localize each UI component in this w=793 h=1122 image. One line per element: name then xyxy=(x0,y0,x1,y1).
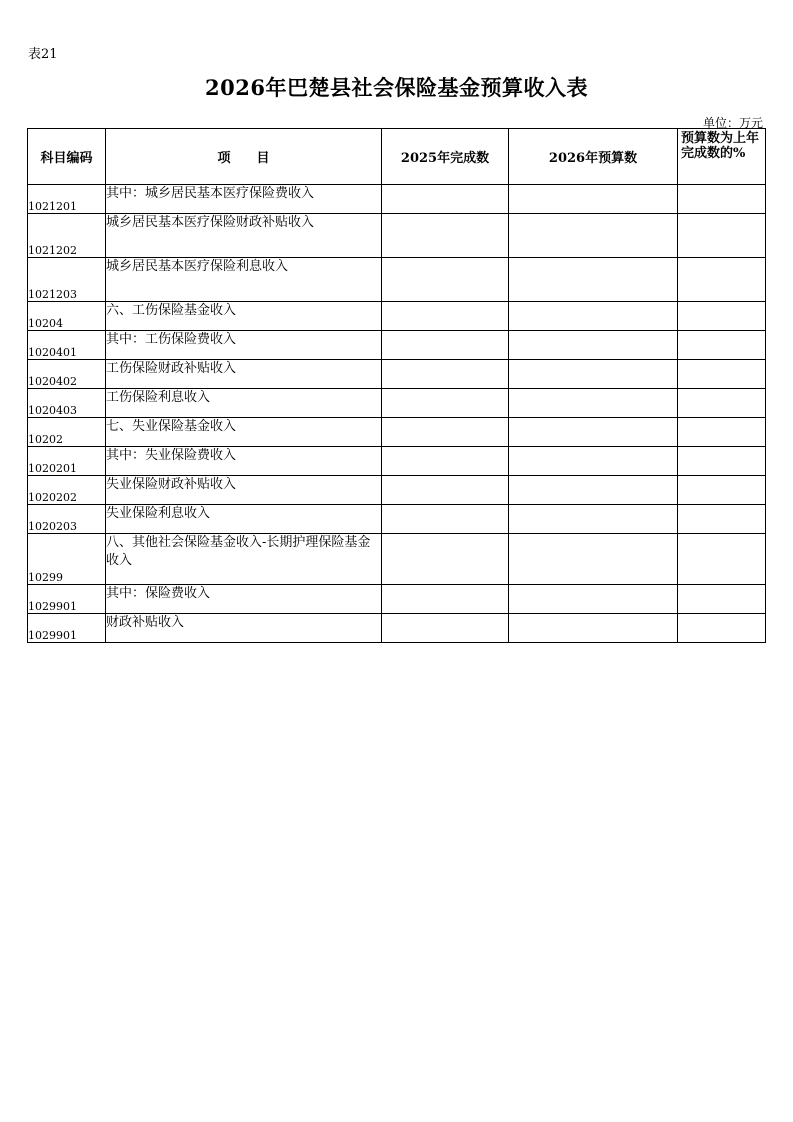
header-budget-2026: 2026年预算数 xyxy=(509,129,678,185)
row-budget-2026 xyxy=(509,389,678,418)
table-row xyxy=(28,614,766,643)
row-completed-2025 xyxy=(382,389,509,418)
row-code: 1029901 xyxy=(28,585,106,614)
page-title: 2026年巴楚县社会保险基金预算收入表 xyxy=(205,75,588,100)
row-budget-2026 xyxy=(509,534,678,585)
row-completed-2025 xyxy=(382,214,509,258)
row-code: 1020202 xyxy=(28,476,106,505)
row-budget-2026 xyxy=(509,447,678,476)
row-code: 10204 xyxy=(28,302,106,331)
row-code: 1020403 xyxy=(28,389,106,418)
table-row xyxy=(28,505,766,534)
header-code: 科目编码 xyxy=(28,129,106,185)
row-completed-2025 xyxy=(382,534,509,585)
row-item: 其中：工伤保险费收入 xyxy=(106,331,382,360)
row-item: 其中：保险费收入 xyxy=(106,585,382,614)
table-row xyxy=(28,258,766,302)
row-budget-2026 xyxy=(509,214,678,258)
table-header-row xyxy=(28,129,766,185)
row-completed-2025 xyxy=(382,447,509,476)
row-code: 1020201 xyxy=(28,447,106,476)
row-ratio xyxy=(678,505,766,534)
row-code: 10202 xyxy=(28,418,106,447)
row-ratio xyxy=(678,258,766,302)
row-item: 其中：城乡居民基本医疗保险费收入 xyxy=(106,185,382,214)
row-ratio xyxy=(678,214,766,258)
row-item: 其中：失业保险费收入 xyxy=(106,447,382,476)
row-code: 1020203 xyxy=(28,505,106,534)
header-completed-2025: 2025年完成数 xyxy=(382,129,509,185)
row-budget-2026 xyxy=(509,302,678,331)
row-ratio xyxy=(678,185,766,214)
table-row xyxy=(28,534,766,585)
table-row xyxy=(28,585,766,614)
row-code: 1021203 xyxy=(28,258,106,302)
row-ratio xyxy=(678,476,766,505)
row-item: 财政补贴收入 xyxy=(106,614,382,643)
row-completed-2025 xyxy=(382,258,509,302)
row-ratio xyxy=(678,360,766,389)
row-code: 10299 xyxy=(28,534,106,585)
row-ratio xyxy=(678,614,766,643)
row-completed-2025 xyxy=(382,185,509,214)
row-ratio xyxy=(678,418,766,447)
row-ratio xyxy=(678,585,766,614)
row-budget-2026 xyxy=(509,614,678,643)
row-code: 1029901 xyxy=(28,614,106,643)
row-completed-2025 xyxy=(382,360,509,389)
row-item: 八、其他社会保险基金收入-长期护理保险基金收入 xyxy=(106,534,382,585)
row-budget-2026 xyxy=(509,476,678,505)
row-completed-2025 xyxy=(382,476,509,505)
row-budget-2026 xyxy=(509,418,678,447)
table-row xyxy=(28,476,766,505)
row-completed-2025 xyxy=(382,505,509,534)
row-item: 城乡居民基本医疗保险利息收入 xyxy=(106,258,382,302)
row-code: 1021201 xyxy=(28,185,106,214)
row-ratio xyxy=(678,534,766,585)
row-item: 工伤保险财政补贴收入 xyxy=(106,360,382,389)
table-row xyxy=(28,389,766,418)
row-ratio xyxy=(678,331,766,360)
table-row xyxy=(28,214,766,258)
row-code: 1021202 xyxy=(28,214,106,258)
row-code: 1020401 xyxy=(28,331,106,360)
row-budget-2026 xyxy=(509,185,678,214)
table-row xyxy=(28,418,766,447)
row-budget-2026 xyxy=(509,505,678,534)
row-completed-2025 xyxy=(382,302,509,331)
table-row xyxy=(28,447,766,476)
row-completed-2025 xyxy=(382,614,509,643)
table-row xyxy=(28,360,766,389)
row-budget-2026 xyxy=(509,360,678,389)
row-item: 六、工伤保险基金收入 xyxy=(106,302,382,331)
table-row xyxy=(28,331,766,360)
row-item: 工伤保险利息收入 xyxy=(106,389,382,418)
row-item: 失业保险财政补贴收入 xyxy=(106,476,382,505)
row-completed-2025 xyxy=(382,418,509,447)
unit-label: 单位：万元 xyxy=(702,116,763,130)
row-ratio xyxy=(678,389,766,418)
table-number: 表21 xyxy=(28,47,58,62)
row-completed-2025 xyxy=(382,331,509,360)
table-row xyxy=(28,185,766,214)
table-row xyxy=(28,302,766,331)
budget-table xyxy=(27,128,766,643)
row-completed-2025 xyxy=(382,585,509,614)
row-item: 七、失业保险基金收入 xyxy=(106,418,382,447)
row-ratio xyxy=(678,302,766,331)
row-budget-2026 xyxy=(509,585,678,614)
header-item: 项 目 xyxy=(106,129,382,185)
row-code: 1020402 xyxy=(28,360,106,389)
header-ratio: 预算数为上年完成数的% xyxy=(678,129,766,185)
row-budget-2026 xyxy=(509,258,678,302)
row-budget-2026 xyxy=(509,331,678,360)
row-ratio xyxy=(678,447,766,476)
row-item: 失业保险利息收入 xyxy=(106,505,382,534)
row-item: 城乡居民基本医疗保险财政补贴收入 xyxy=(106,214,382,258)
